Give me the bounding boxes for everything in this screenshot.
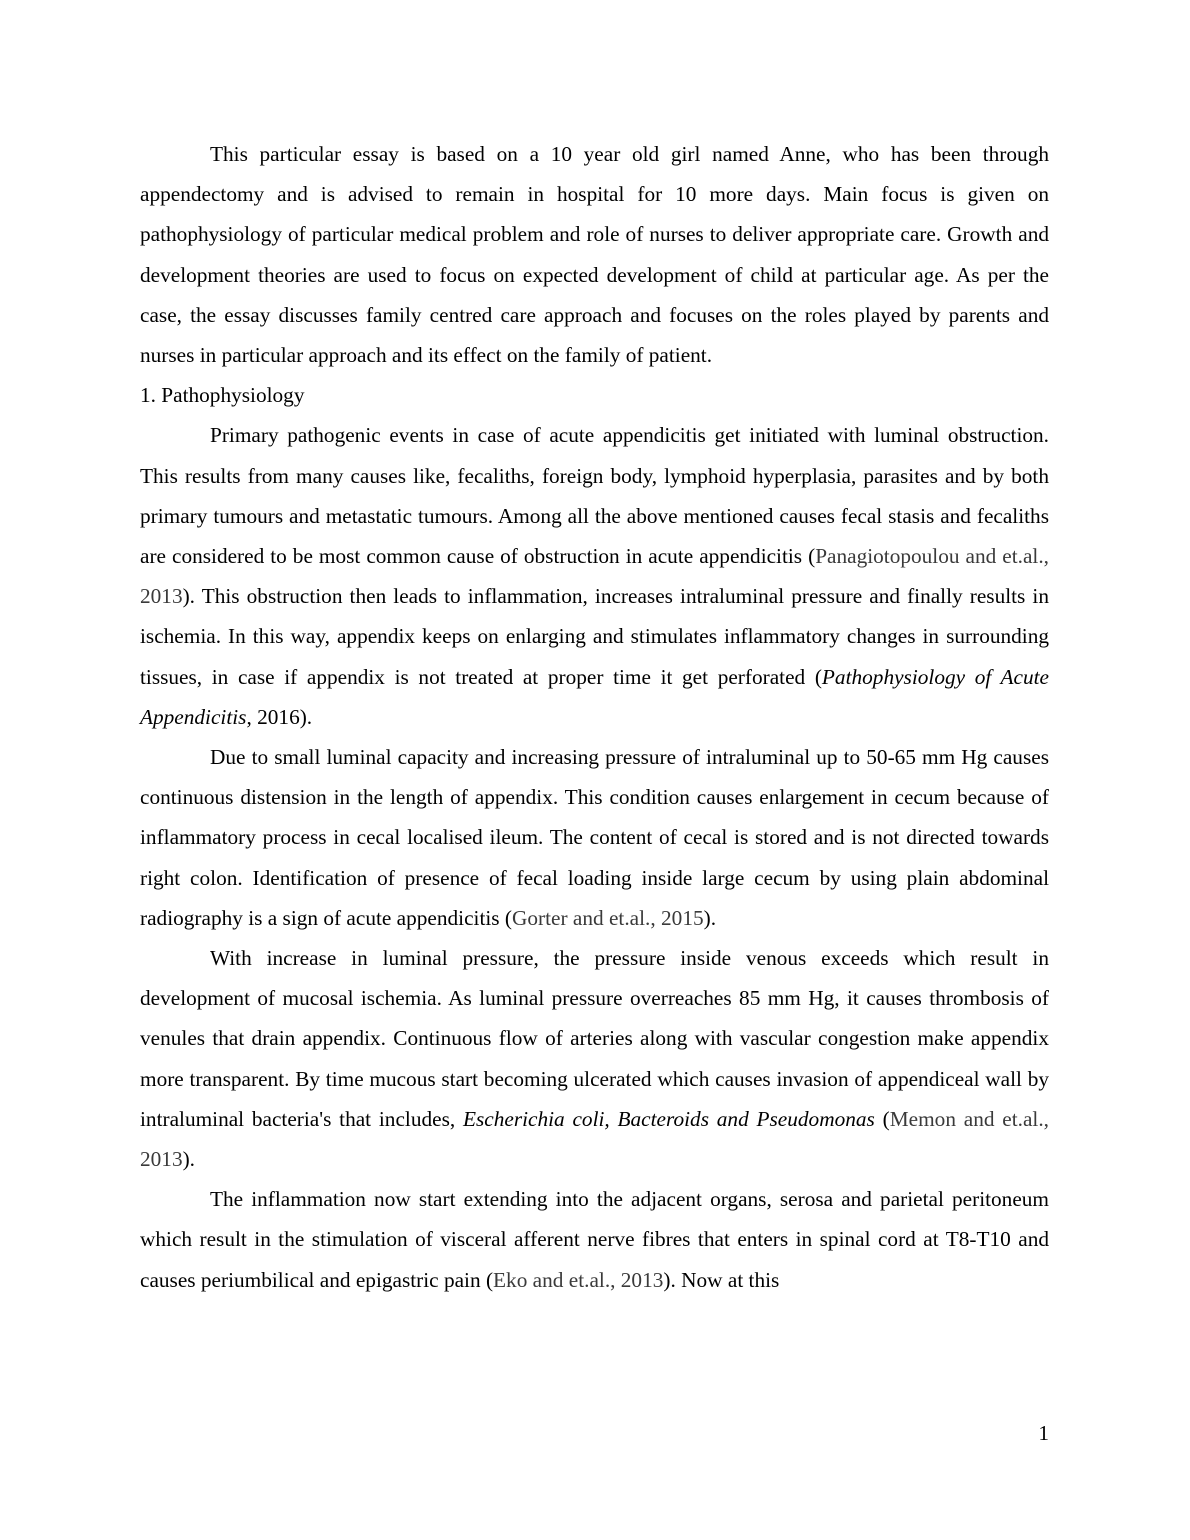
paragraph-text: Primary pathogenic events in case of acute appendicitis get initiated with luminal obstruction. This results from many causes like, fecaliths, foreign body, lymphoid hyperplasia, parasites and by both primary tumours and metastatic tumours. Among all the above mentioned causes fecal stasis and fecaliths are considered to be most common cause of obstruction in acute appendicitis (	[140, 423, 1049, 569]
species-names: Escherichia coli, Bacteroids and Pseudomonas	[462, 1106, 875, 1131]
paragraph-text: ).	[703, 905, 717, 930]
pathophysiology-paragraph-3	[140, 938, 1049, 1179]
citation: Memon and et.al., 2013	[140, 1106, 1049, 1172]
paragraph-text: (	[874, 1106, 890, 1131]
pathophysiology-paragraph-4	[140, 1179, 1049, 1300]
citation: Panagiotopoulou and et.al., 2013	[140, 544, 1049, 609]
paragraph-text: With increase in luminal pressure, the pressure inside venous exceeds which result in development of mucosal ischemia. As luminal pressure overreaches 85 mm Hg, it causes thrombosis of venules that drain appendix. Continuous flow of arteries along with vascular congestion make appendix more transparent. By time mucous start becoming ulcerated which causes invasion of appendiceal wall by intraluminal bacteria's that includes,	[140, 946, 1049, 1131]
citation-year: , 2016	[246, 704, 300, 729]
paragraph-text: ). Now at this	[663, 1267, 780, 1292]
section-heading: 1. Pathophysiology	[140, 383, 305, 408]
paragraph-text: Due to small luminal capacity and increasing pressure of intraluminal up to 50-65 mm Hg causes continuous distension in the length of appendix. This condition causes enlargement in cecum because of inflammatory process in cecal localised ileum. The content of cecal is stored and is not directed towards right colon. Identification of presence of fecal loading inside large cecum by using plain abdominal radiography is a sign of acute appendicitis (	[140, 745, 1049, 930]
paragraph-text: ). This obstruction then leads to inflammation, increases intraluminal pressure and finally results in ischemia. In this way, appendix keeps on enlarging and stimulates inflammatory changes in surrounding tissues, in case if appendix is not treated at proper time it get perforated (	[140, 584, 1049, 689]
document-body	[140, 134, 1049, 1300]
paragraph-text: ).	[182, 1147, 196, 1172]
citation: Gorter and et.al., 2015	[512, 905, 704, 930]
intro-text: This particular essay is based on a 10 year old girl named Anne, who has been through appendectomy and is advised to remain in hospital for 10 more days. Main focus is given on pathophysiology of particular medical problem and role of nurses to deliver appropriate care. Growth and development theories are used to focus on expected development of child at particular age. As per the case, the essay discusses family centred care approach and focuses on the roles played by parents and nurses in particular approach and its effect on the family of patient.	[140, 142, 1049, 368]
citation: Eko and et.al., 2013	[493, 1267, 664, 1292]
paragraph-text: The inflammation now start extending into the adjacent organs, serosa and parietal peritoneum which result in the stimulation of visceral afferent nerve fibres that enters in spinal cord at T8-T10 and causes periumbilical and epigastric pain (	[140, 1187, 1049, 1292]
paragraph-text: ).	[299, 704, 313, 729]
pathophysiology-paragraph-1	[140, 415, 1049, 737]
page-number: 1	[1038, 1421, 1049, 1445]
pathophysiology-paragraph-2	[140, 737, 1049, 938]
intro-paragraph	[140, 134, 1049, 375]
citation-title: Pathophysiology of Acute Appendicitis	[140, 664, 1049, 729]
